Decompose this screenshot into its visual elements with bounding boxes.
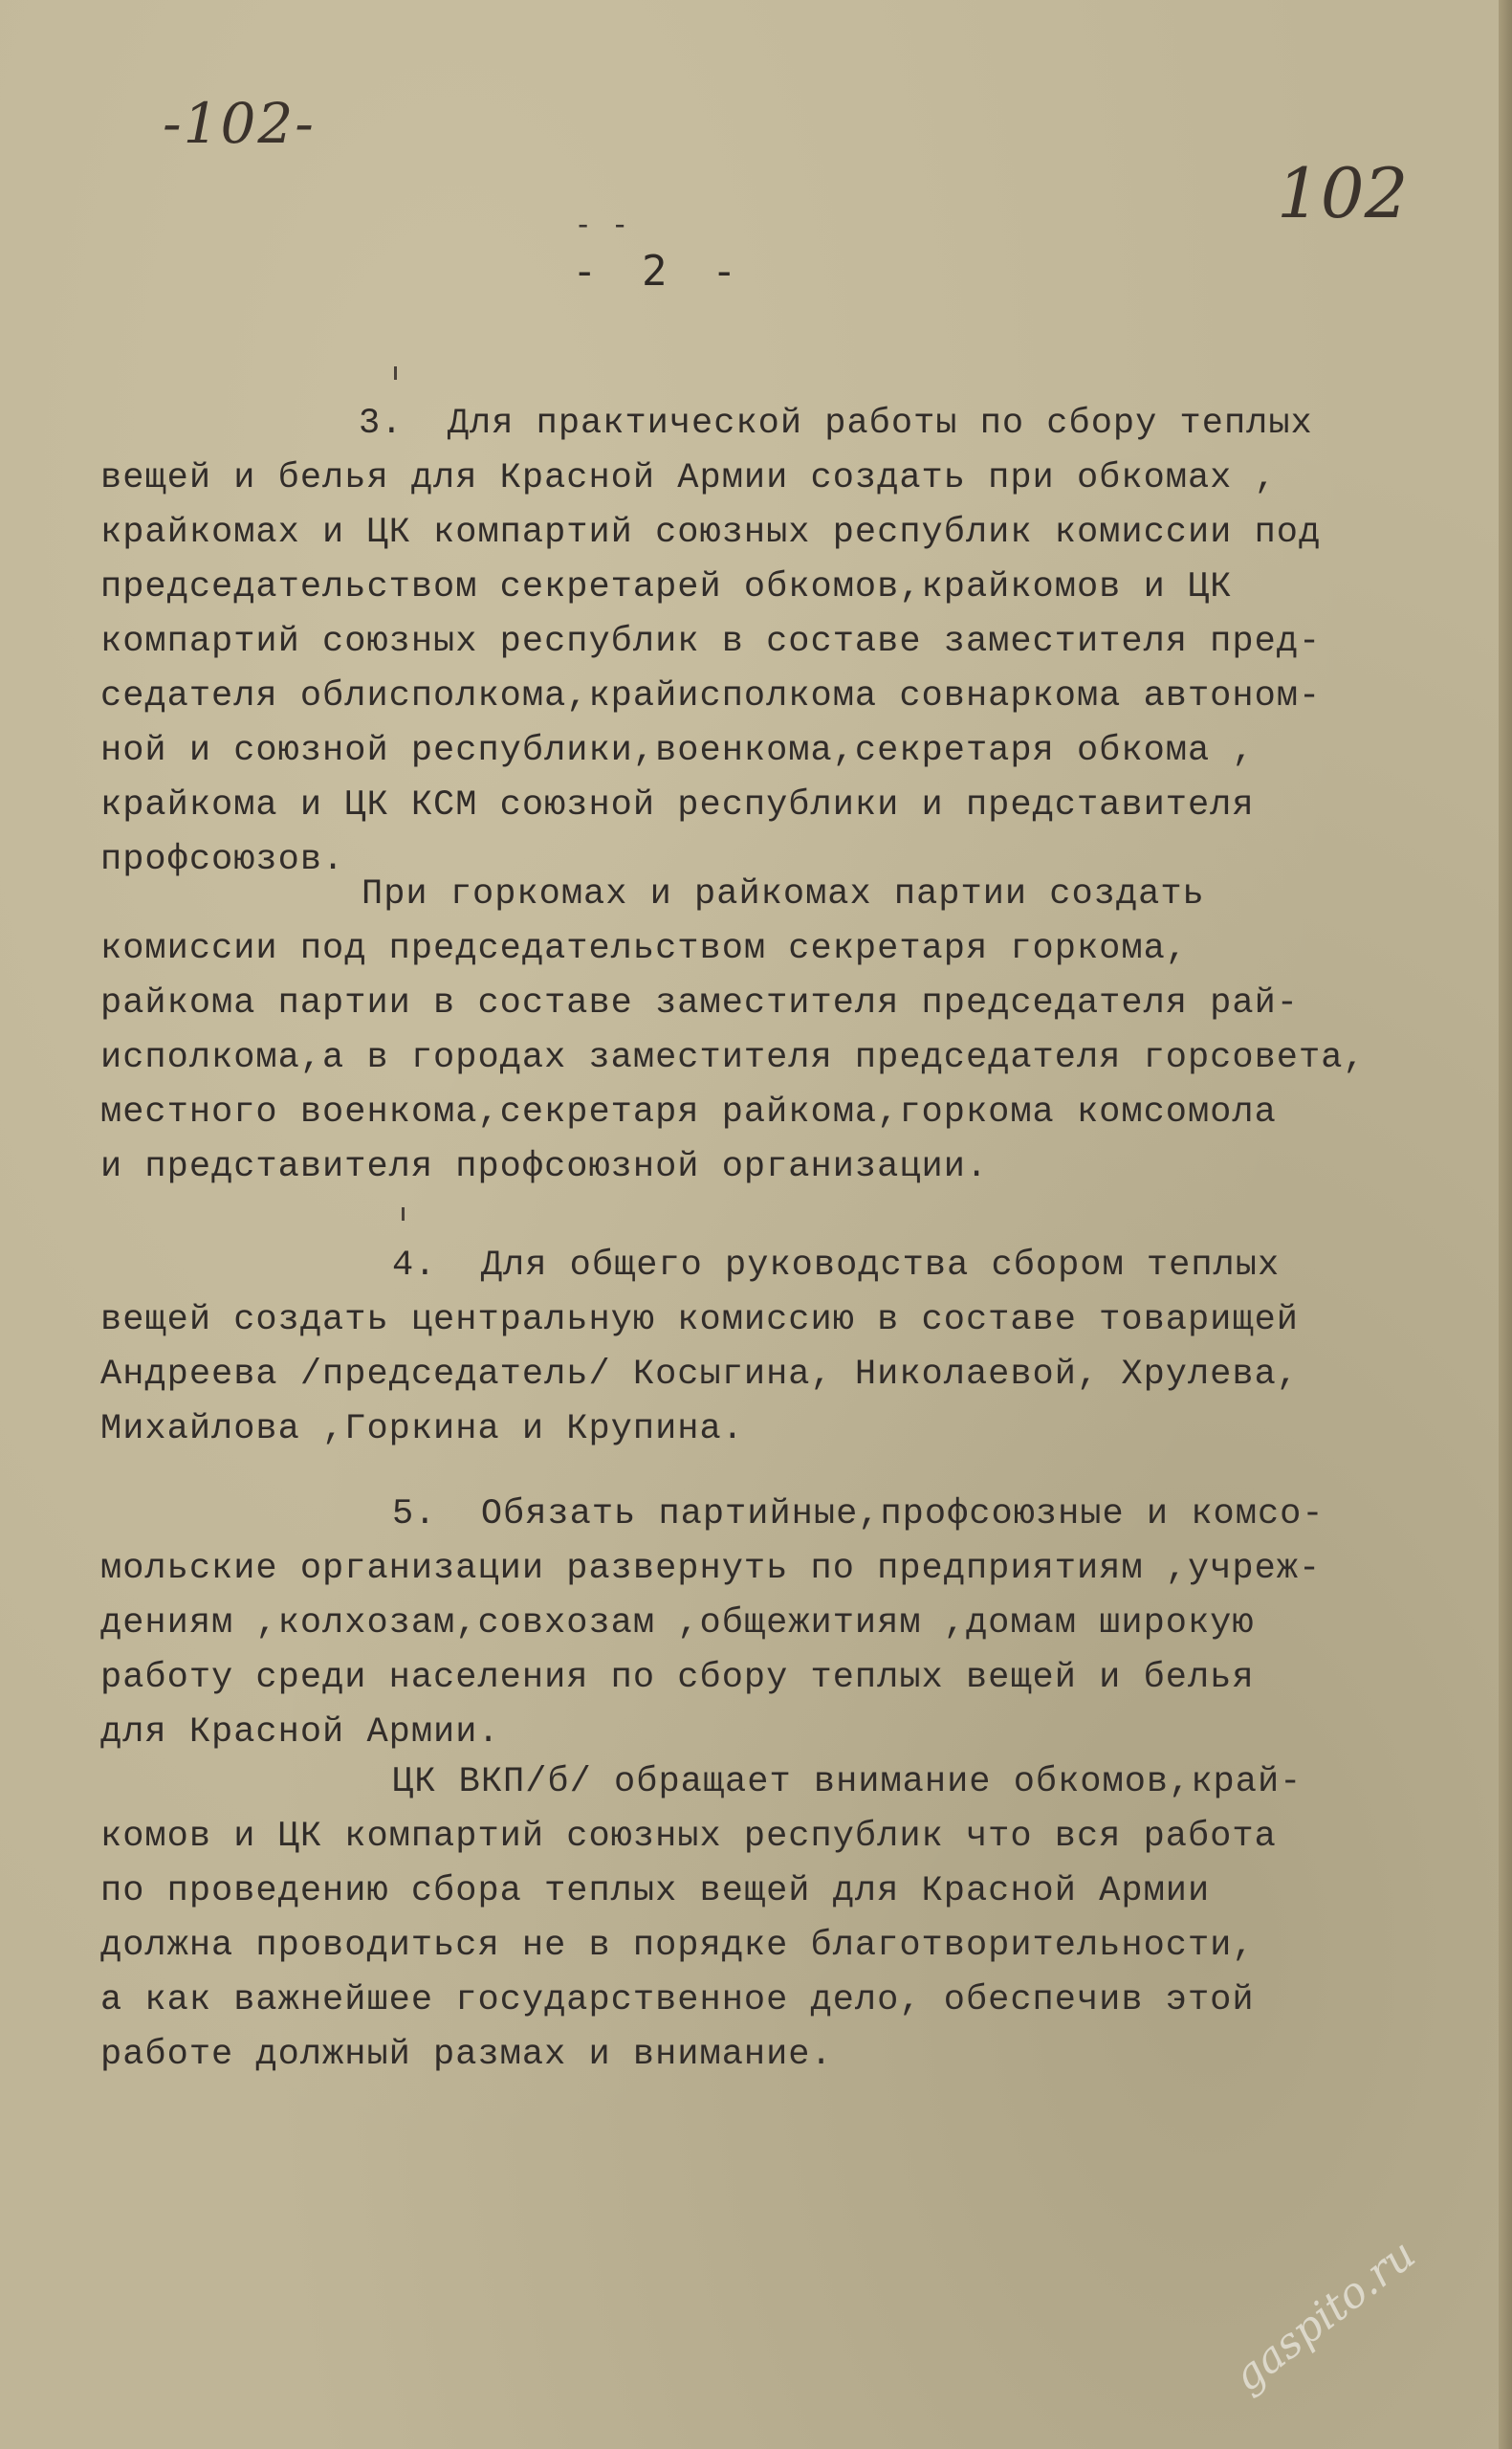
text-line: комов и ЦК компартий союзных республик что вся работа	[100, 1817, 1277, 1857]
text-line: и представителя профсоюзной организации.	[100, 1147, 989, 1187]
text-line: профсоюзов.	[100, 840, 345, 880]
text-line: мольские организации развернуть по предприятиям ,учреж-	[100, 1549, 1322, 1589]
text-line: вещей создать центральную комиссию в составе товарищей	[100, 1300, 1299, 1340]
stray-mark	[394, 366, 397, 380]
text-line: председательством секретарей обкомов,крайкомов и ЦК	[100, 567, 1233, 607]
text-line: а как важнейшее государственное дело, обеспечив этой	[100, 1980, 1255, 2020]
text-line: При горкомах и райкомах партии создать	[362, 874, 1205, 915]
text-line: комиссии под председательством секретаря горкома,	[100, 929, 1188, 969]
text-line: вещей и белья для Красной Армии создать при обкомах ,	[100, 458, 1277, 498]
text-line: местного военкома,секретаря райкома,горкома комсомола	[100, 1092, 1277, 1133]
text-line: 3. Для практической работы по сбору теплых	[359, 404, 1313, 444]
text-line: работу среди населения по сбору теплых вещей и белья	[100, 1658, 1255, 1698]
text-line: крайкомах и ЦК компартий союзных республик комиссии под	[100, 513, 1322, 553]
text-line: крайкома и ЦК КСМ союзной республики и представителя	[100, 785, 1255, 826]
text-line: для Красной Армии.	[100, 1712, 500, 1753]
text-line: дениям ,колхозам,совхозам ,общежитиям ,домам широкую	[100, 1603, 1255, 1644]
archive-number-right: 102	[1277, 153, 1409, 233]
page-number: - 2 -	[572, 247, 747, 296]
archive-number-top: -102-	[163, 91, 316, 156]
text-line: ЦК ВКП/б/ обращает внимание обкомов,край-	[392, 1762, 1303, 1802]
text-line: райкома партии в составе заместителя председателя рай-	[100, 983, 1299, 1024]
text-line: ной и союзной республики,военкома,секретаря обкома ,	[100, 731, 1255, 771]
text-line: должна проводиться не в порядке благотворительности,	[100, 1926, 1255, 1966]
page-marks: - -	[574, 206, 629, 242]
text-line: исполкома,а в городах заместителя председателя горсовета,	[100, 1038, 1366, 1078]
stray-mark	[402, 1207, 405, 1221]
text-line: 4. Для общего руководства сбором теплых	[392, 1246, 1281, 1286]
text-line: Михайлова ,Горкина и Крупина.	[100, 1409, 744, 1449]
page-edge	[1499, 0, 1512, 2449]
text-line: 5. Обязать партийные,профсоюзные и комсо-	[392, 1494, 1325, 1534]
text-line: Андреева /председатель/ Косыгина, Николаевой, Хрулева,	[100, 1355, 1299, 1395]
text-line: по проведению сбора теплых вещей для Красной Армии	[100, 1871, 1211, 1911]
text-line: компартий союзных республик в составе заместителя пред-	[100, 622, 1322, 662]
text-line: седателя облисполкома,крайисполкома совнаркома автоном-	[100, 676, 1322, 717]
text-line: работе должный размах и внимание.	[100, 2035, 833, 2075]
watermark: gaspito.ru	[1224, 2229, 1425, 2402]
